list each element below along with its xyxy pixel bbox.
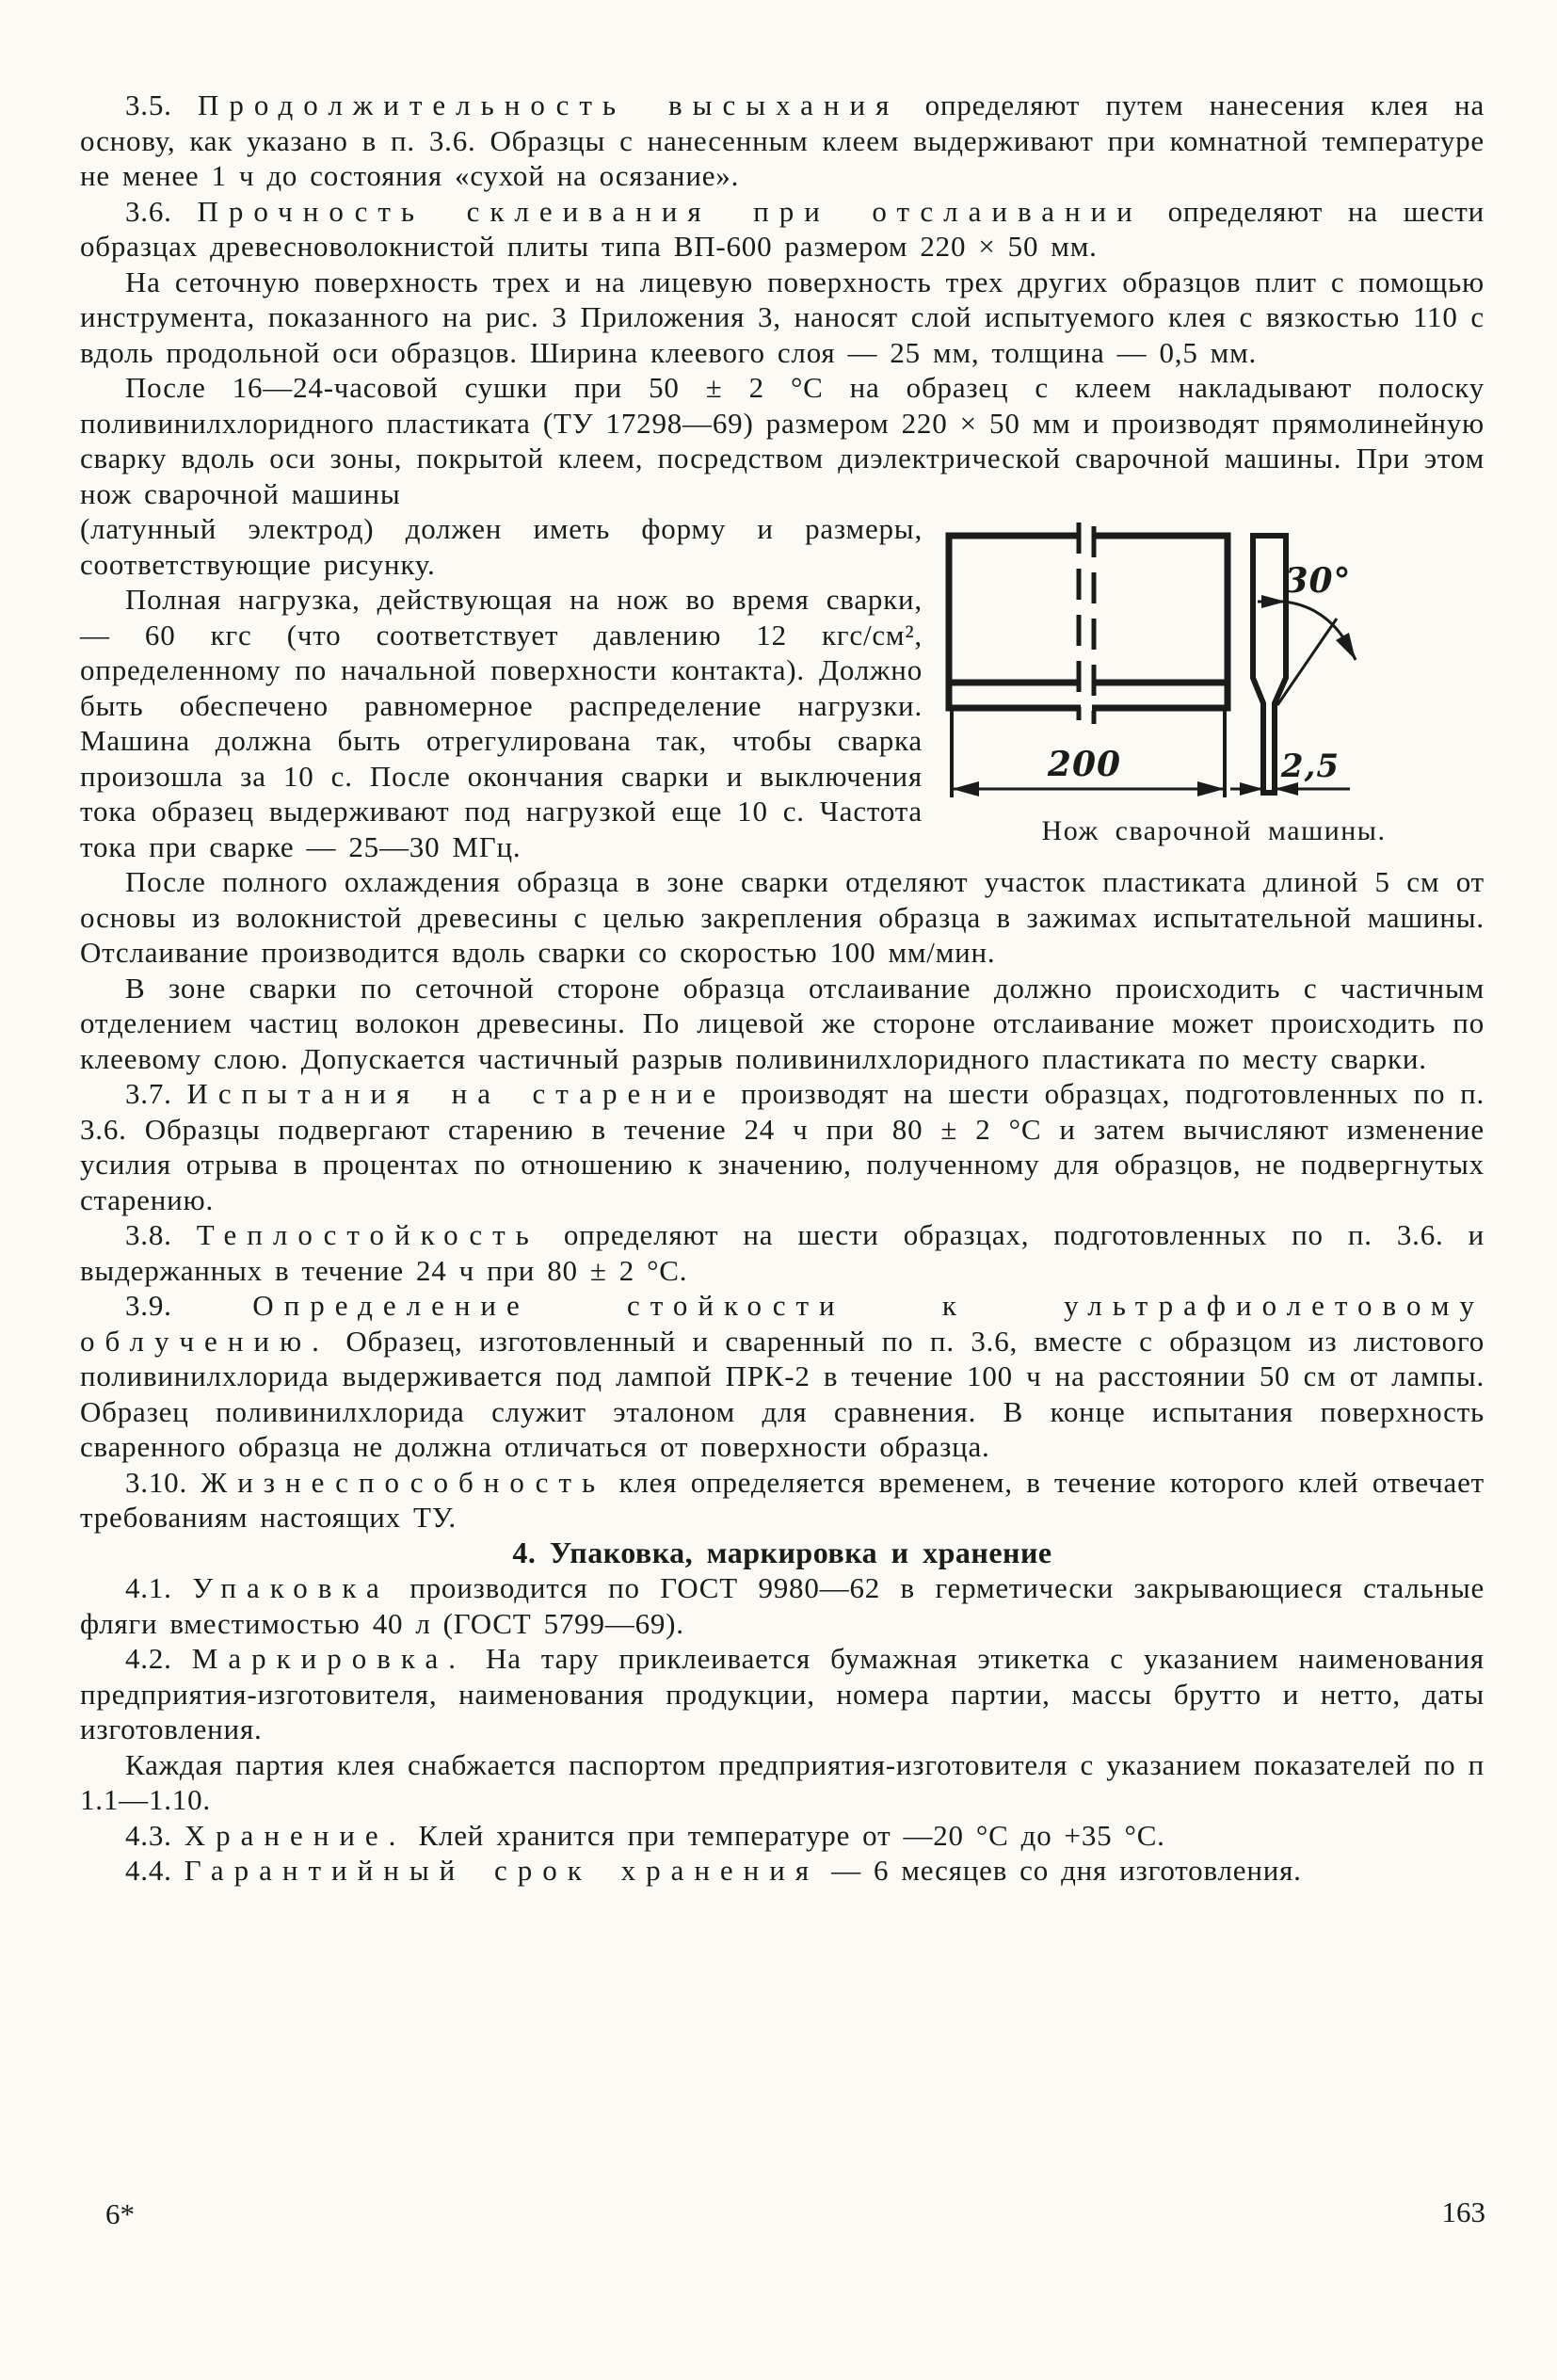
- paragraph: [80, 1288, 1485, 1465]
- text-run: (латунный электрод) должен иметь форму и размеры, соответствующие рисунку.: [80, 512, 923, 581]
- text-run: 3.7.: [125, 1077, 187, 1110]
- text-run: 4.1.: [125, 1571, 193, 1604]
- text-run: На сеточную поверхность трех и на лицевую поверхность трех других образцов плит с помощью инструмента, показанного на рис. 3 Приложения 3, наносят слой испытуемого клея с вязкостью 110 с вдоль продольной оси образцов. Ширина клеевого слоя — 25 мм, толщина — 0,5 мм.: [80, 265, 1485, 369]
- paragraph: [80, 1570, 1485, 1641]
- text-run: клея определяется временем, в течение которого клей отвечает требованиям настоящих ТУ.: [80, 1465, 1485, 1534]
- text-run: Каждая партия клея снабжается паспортом предприятия-изготовителя с указанием показателей по п 1.1—1.10.: [80, 1747, 1485, 1816]
- dimension-2-5: [1230, 748, 1350, 796]
- paragraph: [80, 864, 1485, 971]
- section-heading: 4. Упаковка, маркировка и хранение: [512, 1535, 1052, 1569]
- text-run: 4.3.: [125, 1818, 185, 1852]
- text-run: Клей хранится при температуре от —20 °С до +35 °С.: [406, 1818, 1165, 1852]
- figure-angle-label: 30°: [1284, 561, 1352, 601]
- dimension-200: [952, 745, 1225, 796]
- paragraph: [80, 1747, 1485, 1818]
- text-run: определяют на шести образцах древесноволокнистой плиты типа ВП-600 размером 220 × 50 мм.: [80, 194, 1485, 263]
- paragraph: [80, 1641, 1485, 1747]
- page-footnote-mark: 6*: [105, 2197, 135, 2230]
- text-run: 4.2.: [125, 1642, 192, 1675]
- emphasized-term: Испытания на старение: [186, 1077, 727, 1110]
- text-run: 3.10.: [125, 1465, 201, 1499]
- knife-front-view: [949, 523, 1228, 797]
- dimension-30deg: [1258, 561, 1356, 705]
- emphasized-term: Теплостойкость: [196, 1218, 539, 1251]
- text-run: Полная нагрузка, действующая на нож во время сварки, — 60 кгс (что соответствует давлению 12 кгс/см², определенному по начальной поверхности контакта). Должно быть обеспечено равномерное распределение нагрузки. Машина должна быть отрегулирована так, чтобы сварка произошла за 10 с. После окончания сварки и выключения тока образец выдерживают под нагрузкой еще 10 с. Частота тока при сварке — 25—30 МГц.: [80, 583, 923, 863]
- text-run: 3.5.: [125, 88, 198, 121]
- paragraph: [80, 1076, 1485, 1217]
- paragraph: [80, 88, 1485, 194]
- paragraph: [80, 370, 1485, 511]
- text-run: — 6 месяцев со дня изготовления.: [819, 1854, 1302, 1887]
- emphasized-term: Продолжительность высыхания: [197, 88, 900, 121]
- emphasized-term: Упаковка: [192, 1571, 390, 1604]
- paragraph: [80, 971, 1485, 1077]
- figure-caption: Нож сварочной машины.: [1041, 815, 1387, 846]
- emphasized-term: Прочность склеивания при отслаивании: [197, 194, 1143, 228]
- emphasized-term: Определение стойкости к ультрафиолетовому облучению.: [80, 1289, 1485, 1358]
- paragraph: [80, 194, 1485, 265]
- text-run: 4.4.: [125, 1854, 185, 1887]
- text-run: 3.9.: [125, 1289, 253, 1322]
- text-run: 3.6.: [125, 194, 198, 228]
- text-run: производят на шести образцах, подготовленных по п. 3.6. Образцы подвергают старению в течение 24 ч при 80 ± 2 °С и затем вычисляют изменение усилия отрыва в процентах по отношению к значению, полученному для образцов, не подвергнутых старению.: [80, 1077, 1485, 1216]
- text-run: На тару приклеивается бумажная этикетка с указанием наименования предприятия-изготовителя, наименования продукции, номера партии, массы брутто и нетто, даты изготовления.: [80, 1642, 1485, 1745]
- paragraph: [80, 265, 1485, 371]
- text-run: После полного охлаждения образца в зоне сварки отделяют участок пластиката длиной 5 см от основы из волокнистой древесины с целью закрепления образца в зажимах испытательной машины. Отслаивание производится вдоль сварки со скоростью 100 мм/мин.: [80, 865, 1485, 969]
- text-run: определяют на шести образцах, подготовленных по п. 3.6. и выдержанных в течение 24 ч при 80 ± 2 °С.: [80, 1218, 1485, 1287]
- text-run: 3.8.: [125, 1218, 197, 1251]
- paragraph: [80, 1465, 1485, 1536]
- figure-welding-knife: [943, 517, 1485, 849]
- emphasized-term: Маркировка.: [191, 1642, 466, 1675]
- text-run: В зоне сварки по сеточной стороне образца отслаивание должно происходить с частичным отделением частиц волокон древесины. По лицевой же стороне отслаивание может происходить по клеевому слою. Допускается частичный разрыв поливинилхлоридного пластиката по месту сварки.: [80, 971, 1485, 1075]
- text-run: определяют путем нанесения клея на основу, как указано в п. 3.6. Образцы с нанесенным клеем выдерживают при комнатной температуре не менее 1 ч до состояния «сухой на осязание».: [80, 88, 1485, 192]
- page-number: 163: [1441, 2195, 1485, 2228]
- paragraph: [80, 1217, 1485, 1288]
- paragraph: [80, 1853, 1485, 1889]
- knife-drawing-svg: [943, 517, 1485, 804]
- knife-side-view: [1230, 536, 1356, 796]
- paragraph: [80, 1818, 1485, 1854]
- figure-thickness-label: 2,5: [1280, 748, 1340, 785]
- emphasized-term: Гарантийный срок хранения: [184, 1854, 820, 1887]
- emphasized-term: Жизнеспособность: [201, 1465, 606, 1499]
- emphasized-term: Хранение.: [184, 1818, 407, 1852]
- figure-length-label: 200: [1047, 745, 1122, 784]
- document-flow: [80, 88, 1485, 1889]
- text-run: производится по ГОСТ 9980—62 в герметически закрывающиеся стальные фляги вместимостью 40 л (ГОСТ 5799—69).: [80, 1571, 1485, 1640]
- text-run: После 16—24-часовой сушки при 50 ± 2 °С на образец с клеем накладывают полоску поливинилхлоридного пластиката (ТУ 17298—69) размером 220 × 50 мм и производят прямолинейную сварку вдоль оси зоны, покрытой клеем, посредством диэлектрической сварочной машины. При этом нож сварочной машины: [80, 371, 1485, 510]
- text-run: Образец, изготовленный и сваренный по п. 3.6, вместе с образцом из листового поливинилхлорида выдерживается под лампой ПРК-2 в течение 100 ч на расстоянии 50 см от лампы. Образец поливинилхлорида служит эталоном для сравнения. В конце испытания поверхность сваренного образца не должна отличаться от поверхности образца.: [80, 1324, 1485, 1463]
